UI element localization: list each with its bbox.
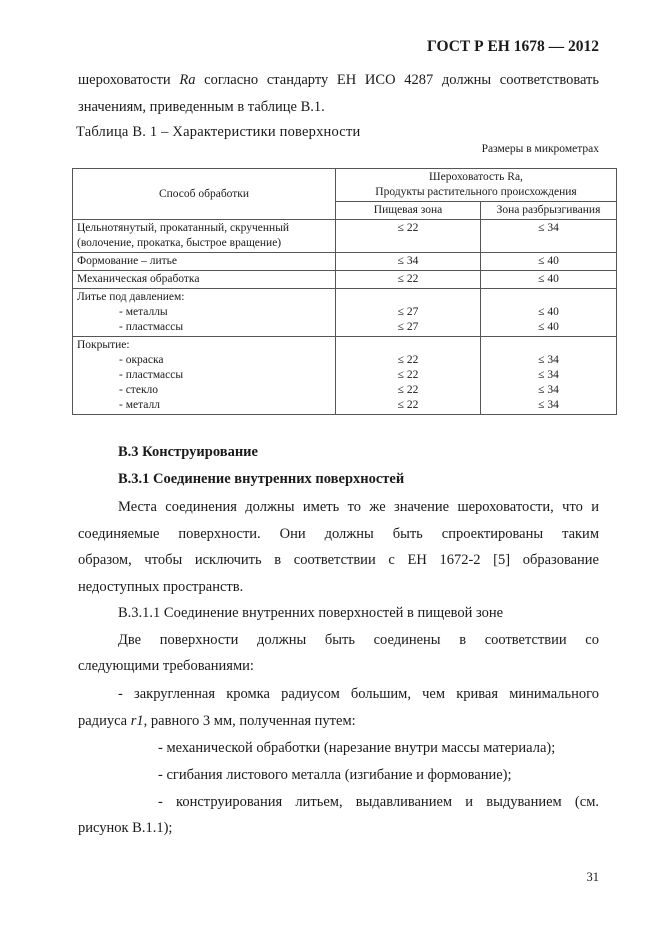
paragraph-line: недоступных пространств.	[78, 579, 244, 595]
subsection-heading-b311: В.3.1.1 Соединение внутренних поверхностей в пищевой зоне	[118, 605, 504, 621]
page-number: 31	[586, 870, 599, 884]
paragraph-line: - закругленная кромка радиусом большим, чем кривая минимального	[118, 686, 599, 702]
paragraph-line: образом, чтобы исключить в соответствии с ЕН 1672-2 [5] образование	[78, 552, 599, 568]
list-item: - сгибания листового металла (изгибание и формование);	[158, 767, 512, 783]
surface-characteristics-table	[72, 168, 617, 415]
list-item: - механической обработки (нарезание внутри массы материала);	[158, 740, 556, 756]
header-method: Способ обработки	[73, 169, 336, 220]
intro-line-2: значениям, приведенным в таблице В.1.	[78, 99, 325, 115]
table-row: Механическая обработка ≤ 22 ≤ 40	[73, 271, 617, 289]
paragraph-line: следующими требованиями:	[78, 658, 254, 674]
intro-line-1: шероховатости Ra согласно стандарту ЕН ИСО 4287 должны соответствовать	[78, 72, 599, 88]
header-food-zone: Пищевая зона	[336, 202, 481, 220]
list-item-continuation: рисунок В.1.1);	[78, 820, 173, 836]
list-item: - конструирования литьем, выдавливанием и выдуванием (см.	[158, 794, 599, 810]
header-splash-zone: Зона разбрызгивания	[481, 202, 617, 220]
paragraph-line: Места соединения должны иметь то же значение шероховатости, что и	[118, 499, 599, 515]
header-roughness: Шероховатость Ra, Продукты растительного происхождения	[336, 169, 617, 202]
table-row: Покрытие: - окраска - пластмассы - стекло - металл ≤ 22 ≤ 22 ≤ 22 ≤ 22 ≤ 34 ≤ 34 ≤ 34 ≤ 34	[73, 337, 617, 415]
paragraph-line: соединяемые поверхности. Они должны быть спроектированы таким	[78, 526, 599, 542]
r1-symbol: r1	[130, 713, 144, 729]
section-heading-b31: В.3.1 Соединение внутренних поверхностей	[118, 471, 405, 487]
table-row: Литье под давлением: - металлы - пластмассы ≤ 27 ≤ 27 ≤ 40 ≤ 40	[73, 289, 617, 337]
table-caption: Таблица В. 1 – Характеристики поверхности	[76, 124, 361, 140]
section-heading-b3: В.3 Конструирование	[118, 444, 258, 460]
document-header: ГОСТ Р ЕН 1678 — 2012	[427, 38, 599, 55]
table-units-note: Размеры в микрометрах	[481, 143, 599, 155]
ra-symbol: Ra	[179, 72, 196, 88]
table-row: Формование – литье ≤ 34 ≤ 40	[73, 253, 617, 271]
table-row: Цельнотянутый, прокатанный, скрученный (волочение, прокатка, быстрое вращение) ≤ 22 ≤ 34	[73, 220, 617, 253]
paragraph-line: радиуса r1, равного 3 мм, полученная путем:	[78, 713, 356, 729]
paragraph-line: Две поверхности должны быть соединены в соответствии со	[118, 632, 599, 648]
